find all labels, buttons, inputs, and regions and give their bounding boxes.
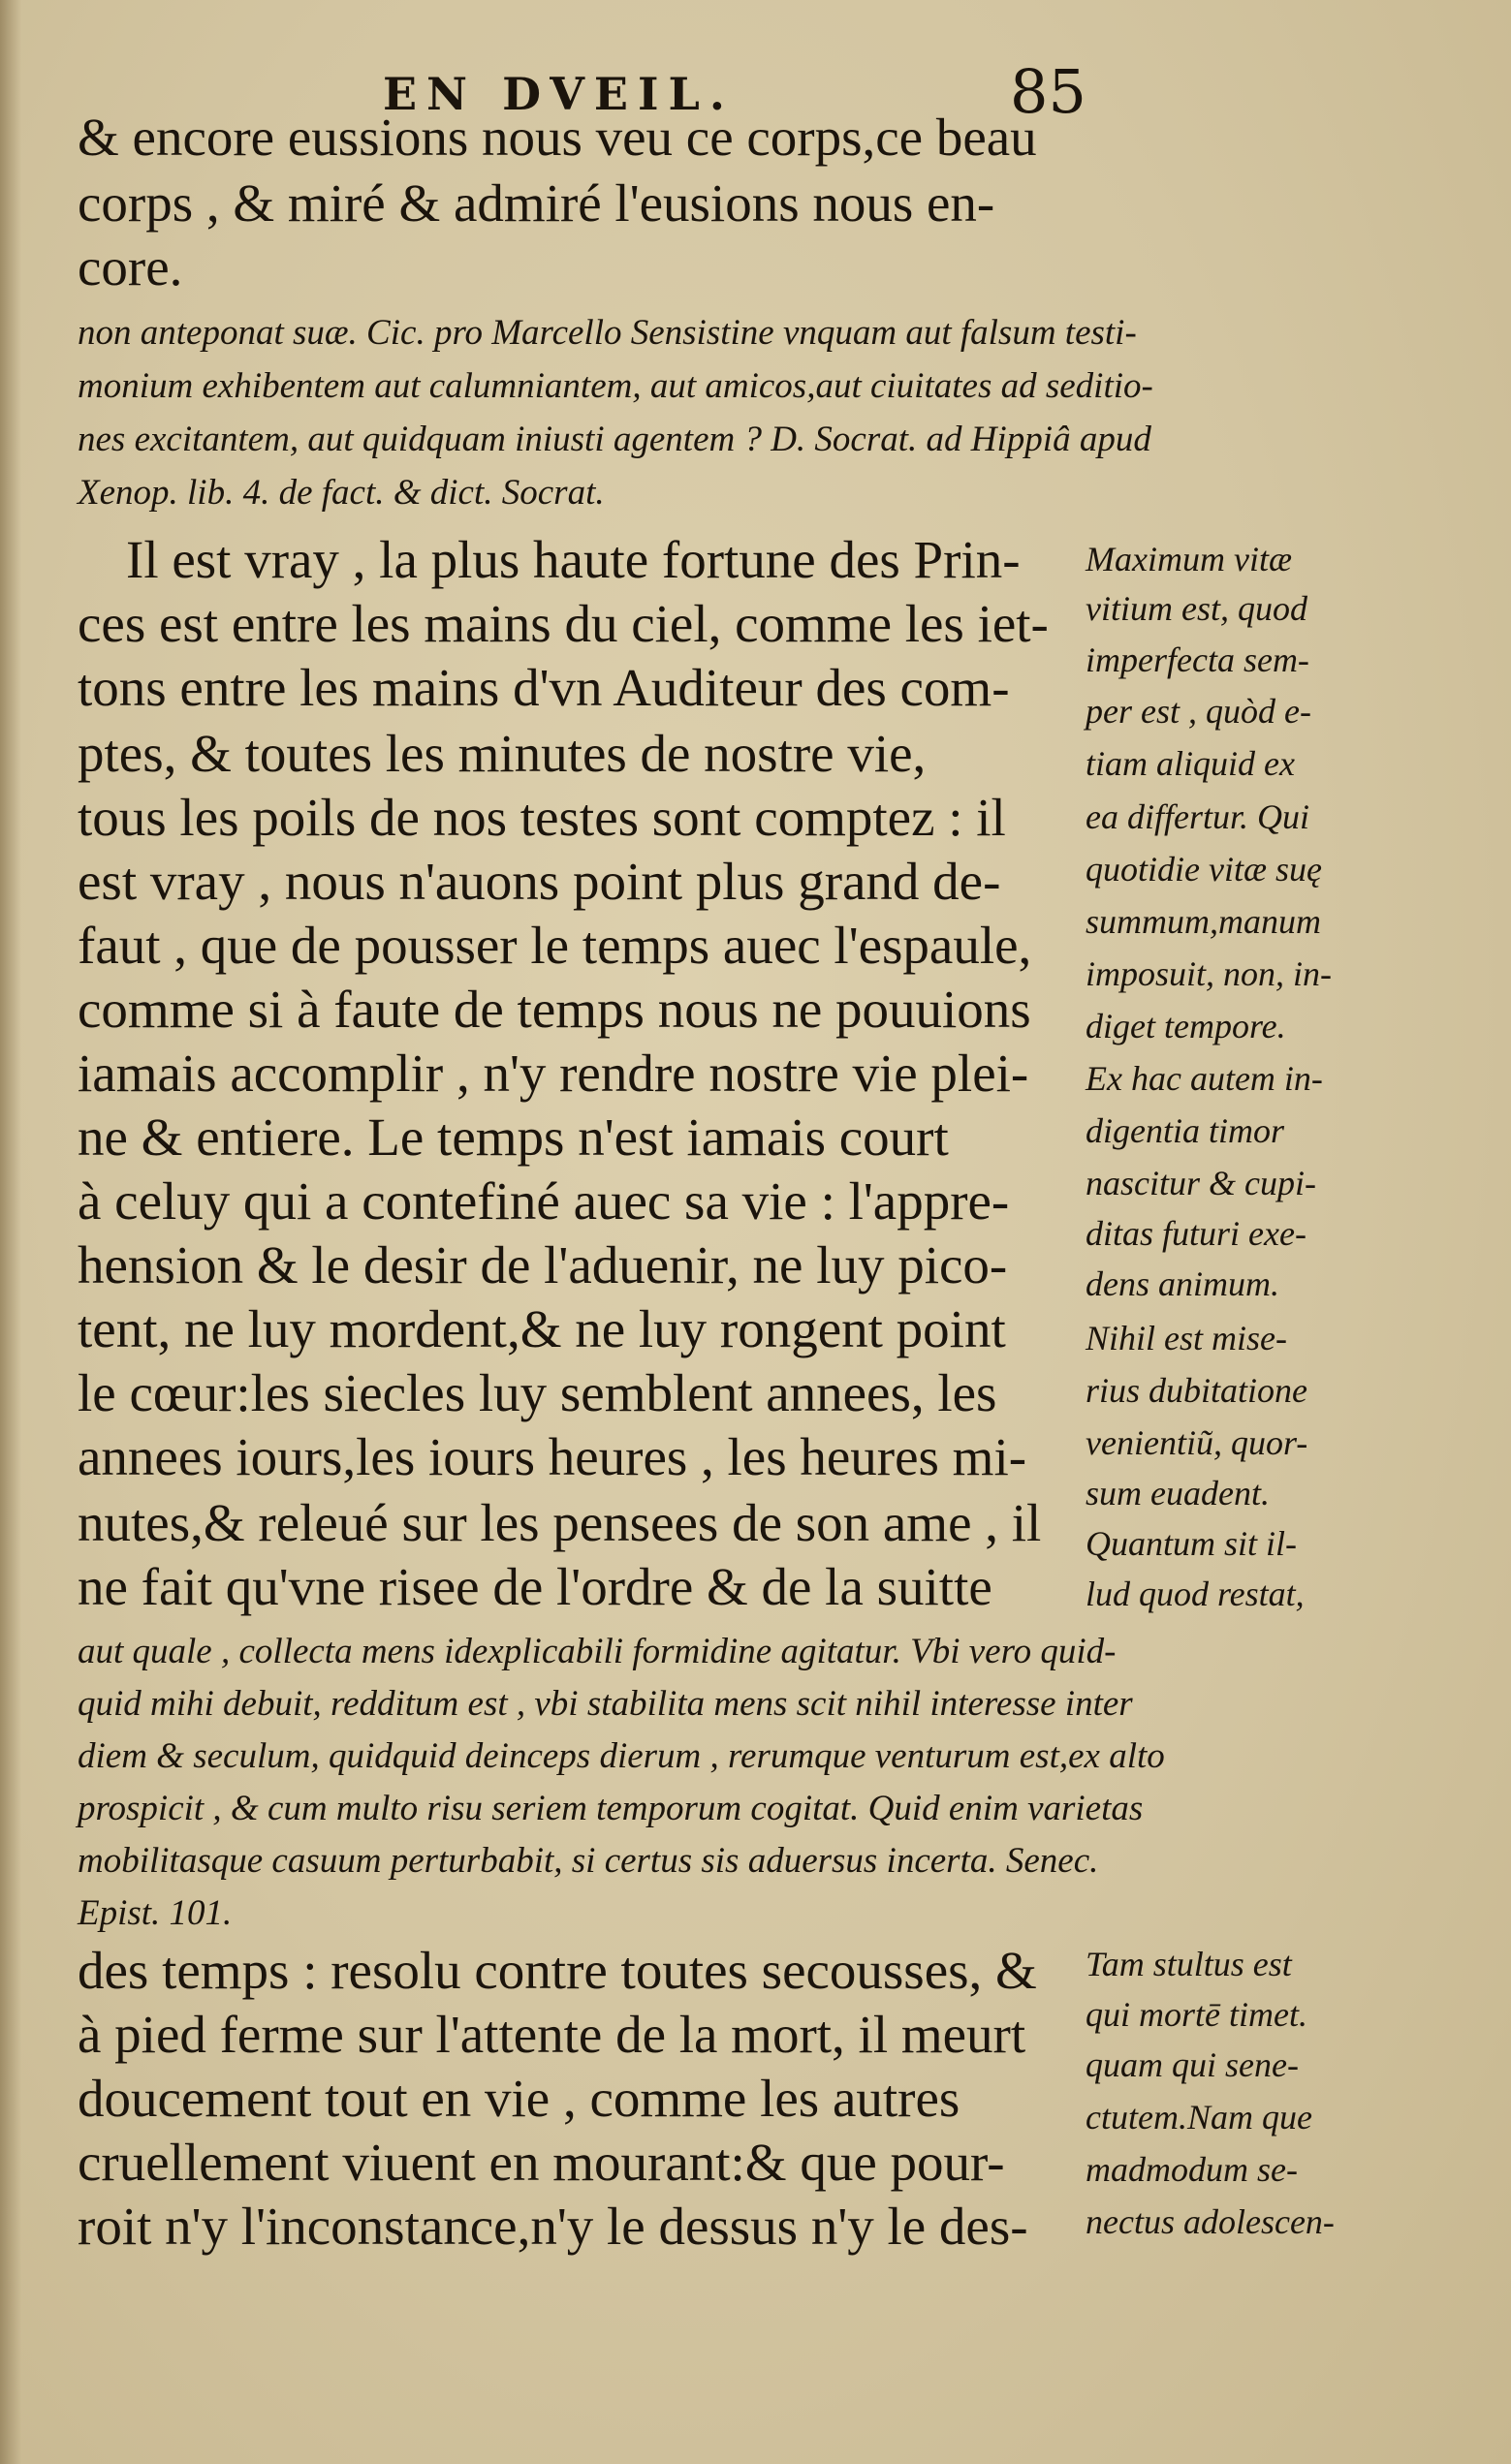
main-text-line: nutes,& releué sur les pensees de son ame , il bbox=[78, 1493, 1042, 1552]
margin-note-line: venientiũ, quor- bbox=[1086, 1423, 1308, 1462]
margin-note-line: tiam aliquid ex bbox=[1086, 744, 1295, 783]
margin-note-line: sum euadent. bbox=[1086, 1474, 1270, 1513]
main-text-line: le cœur:les siecles luy semblent annees, les bbox=[78, 1363, 997, 1422]
margin-note-line: digentia timor bbox=[1086, 1111, 1284, 1150]
margin-note-line: per est , quòd e- bbox=[1086, 692, 1311, 731]
main-text-line: cruellement viuent en mourant:& que pour- bbox=[78, 2133, 1005, 2192]
main-text-line: tons entre les mains d'vn Auditeur des com- bbox=[78, 658, 1010, 717]
latin-note-line: quid mihi debuit, redditum est , vbi stabilita mens scit nihil interesse inter bbox=[78, 1684, 1133, 1724]
main-text-line: hension & le desir de l'aduenir, ne luy pico- bbox=[78, 1235, 1008, 1294]
main-text-line: à celuy qui a contefiné auec sa vie : l'appre- bbox=[78, 1171, 1010, 1231]
margin-note-line: Quantum sit il- bbox=[1086, 1524, 1298, 1563]
margin-note-line: summum,manum bbox=[1086, 902, 1321, 941]
margin-note-line: madmodum se- bbox=[1086, 2150, 1298, 2189]
margin-note-line: ditas futuri exe- bbox=[1086, 1214, 1306, 1253]
margin-note-line: nascitur & cupi- bbox=[1086, 1164, 1316, 1202]
main-text-line: ces est entre les mains du ciel, comme les iet- bbox=[78, 594, 1049, 653]
main-text-line: faut , que de pousser le temps auec l'espaule, bbox=[78, 916, 1032, 975]
main-text-line: ne & entiere. Le temps n'est iamais court bbox=[78, 1107, 949, 1167]
margin-note-line: ea differtur. Qui bbox=[1086, 797, 1309, 836]
margin-note-line: imperfecta sem- bbox=[1086, 640, 1309, 679]
main-text-line: ne fait qu'vne risee de l'ordre & de la suitte bbox=[78, 1557, 992, 1616]
main-text-line: des temps : resolu contre toutes secousses, & bbox=[78, 1941, 1037, 2000]
margin-note-line: quam qui sene- bbox=[1086, 2045, 1299, 2084]
latin-note-line: mobilitasque casuum perturbabit, si certus sis aduersus incerta. Senec. bbox=[78, 1841, 1099, 1881]
margin-note-line: Maximum vitæ bbox=[1086, 540, 1292, 578]
main-text-line: tous les poils de nos testes sont comptez : il bbox=[78, 788, 1006, 847]
margin-note-line: Ex hac autem in- bbox=[1086, 1059, 1323, 1098]
main-text-line: est vray , nous n'auons point plus grand de- bbox=[78, 852, 1001, 911]
latin-note-line: diem & seculum, quidquid deinceps dierum , rerumque venturum est,ex alto bbox=[78, 1736, 1165, 1776]
margin-note-line: quotidie vitæ suę bbox=[1086, 850, 1322, 889]
main-text-line: ptes, & toutes les minutes de nostre vie, bbox=[78, 724, 927, 783]
latin-note-line: aut quale , collecta mens idexplicabili formidine agitatur. Vbi vero quid- bbox=[78, 1632, 1117, 1671]
latin-note-line: Xenop. lib. 4. de fact. & dict. Socrat. bbox=[78, 473, 605, 513]
main-text-line: à pied ferme sur l'attente de la mort, il meurt bbox=[78, 2005, 1026, 2064]
page-number: 85 bbox=[1010, 56, 1086, 127]
margin-note-line: qui mortē timet. bbox=[1086, 1995, 1307, 2034]
latin-note-line: nes excitantem, aut quidquam iniusti agentem ? D. Socrat. ad Hippiâ apud bbox=[78, 420, 1151, 459]
latin-note-line: Epist. 101. bbox=[78, 1893, 233, 1933]
main-text-line: doucement tout en vie , comme les autres bbox=[78, 2069, 960, 2128]
main-text-line: iamais accomplir , n'y rendre nostre vie plei- bbox=[78, 1044, 1029, 1103]
main-text-line: annees iours,les iours heures , les heures mi- bbox=[78, 1427, 1027, 1486]
main-text-line: roit n'y l'inconstance,n'y le dessus n'y le des- bbox=[78, 2197, 1028, 2256]
margin-note-line: diget tempore. bbox=[1086, 1007, 1286, 1045]
margin-note-line: rius dubitatione bbox=[1086, 1371, 1308, 1410]
margin-note-line: vitium est, quod bbox=[1086, 589, 1307, 628]
main-text-line: tent, ne luy mordent,& ne luy rongent point bbox=[78, 1299, 1006, 1358]
running-head: EN DVEIL. bbox=[383, 68, 735, 120]
latin-note-line: prospicit , & cum multo risu seriem temporum cogitat. Quid enim varietas bbox=[78, 1789, 1144, 1828]
main-text-line: core. bbox=[78, 237, 183, 296]
margin-note-line: dens animum. bbox=[1086, 1264, 1279, 1303]
margin-note-line: Tam stultus est bbox=[1086, 1945, 1292, 1983]
margin-note-line: nectus adolescen- bbox=[1086, 2202, 1335, 2241]
main-text-line: & encore eussions nous veu ce corps,ce beau bbox=[78, 108, 1037, 167]
margin-note-line: lud quod restat, bbox=[1086, 1575, 1305, 1613]
main-text-line: corps , & miré & admiré l'eusions nous en- bbox=[78, 173, 995, 233]
main-text-line: comme si à faute de temps nous ne pouuions bbox=[78, 980, 1031, 1039]
main-text-line: Il est vray , la plus haute fortune des Prin- bbox=[126, 530, 1021, 589]
latin-note-line: non anteponat suæ. Cic. pro Marcello Sensistine vnquam aut falsum testi- bbox=[78, 313, 1137, 353]
page-edge-shadow bbox=[0, 0, 21, 2464]
margin-note-line: imposuit, non, in- bbox=[1086, 954, 1333, 993]
margin-note-line: ctutem.Nam que bbox=[1086, 2098, 1312, 2137]
margin-note-line: Nihil est mise- bbox=[1086, 1319, 1287, 1357]
latin-note-line: monium exhibentem aut calumniantem, aut amicos,aut ciuitates ad seditio- bbox=[78, 366, 1153, 406]
